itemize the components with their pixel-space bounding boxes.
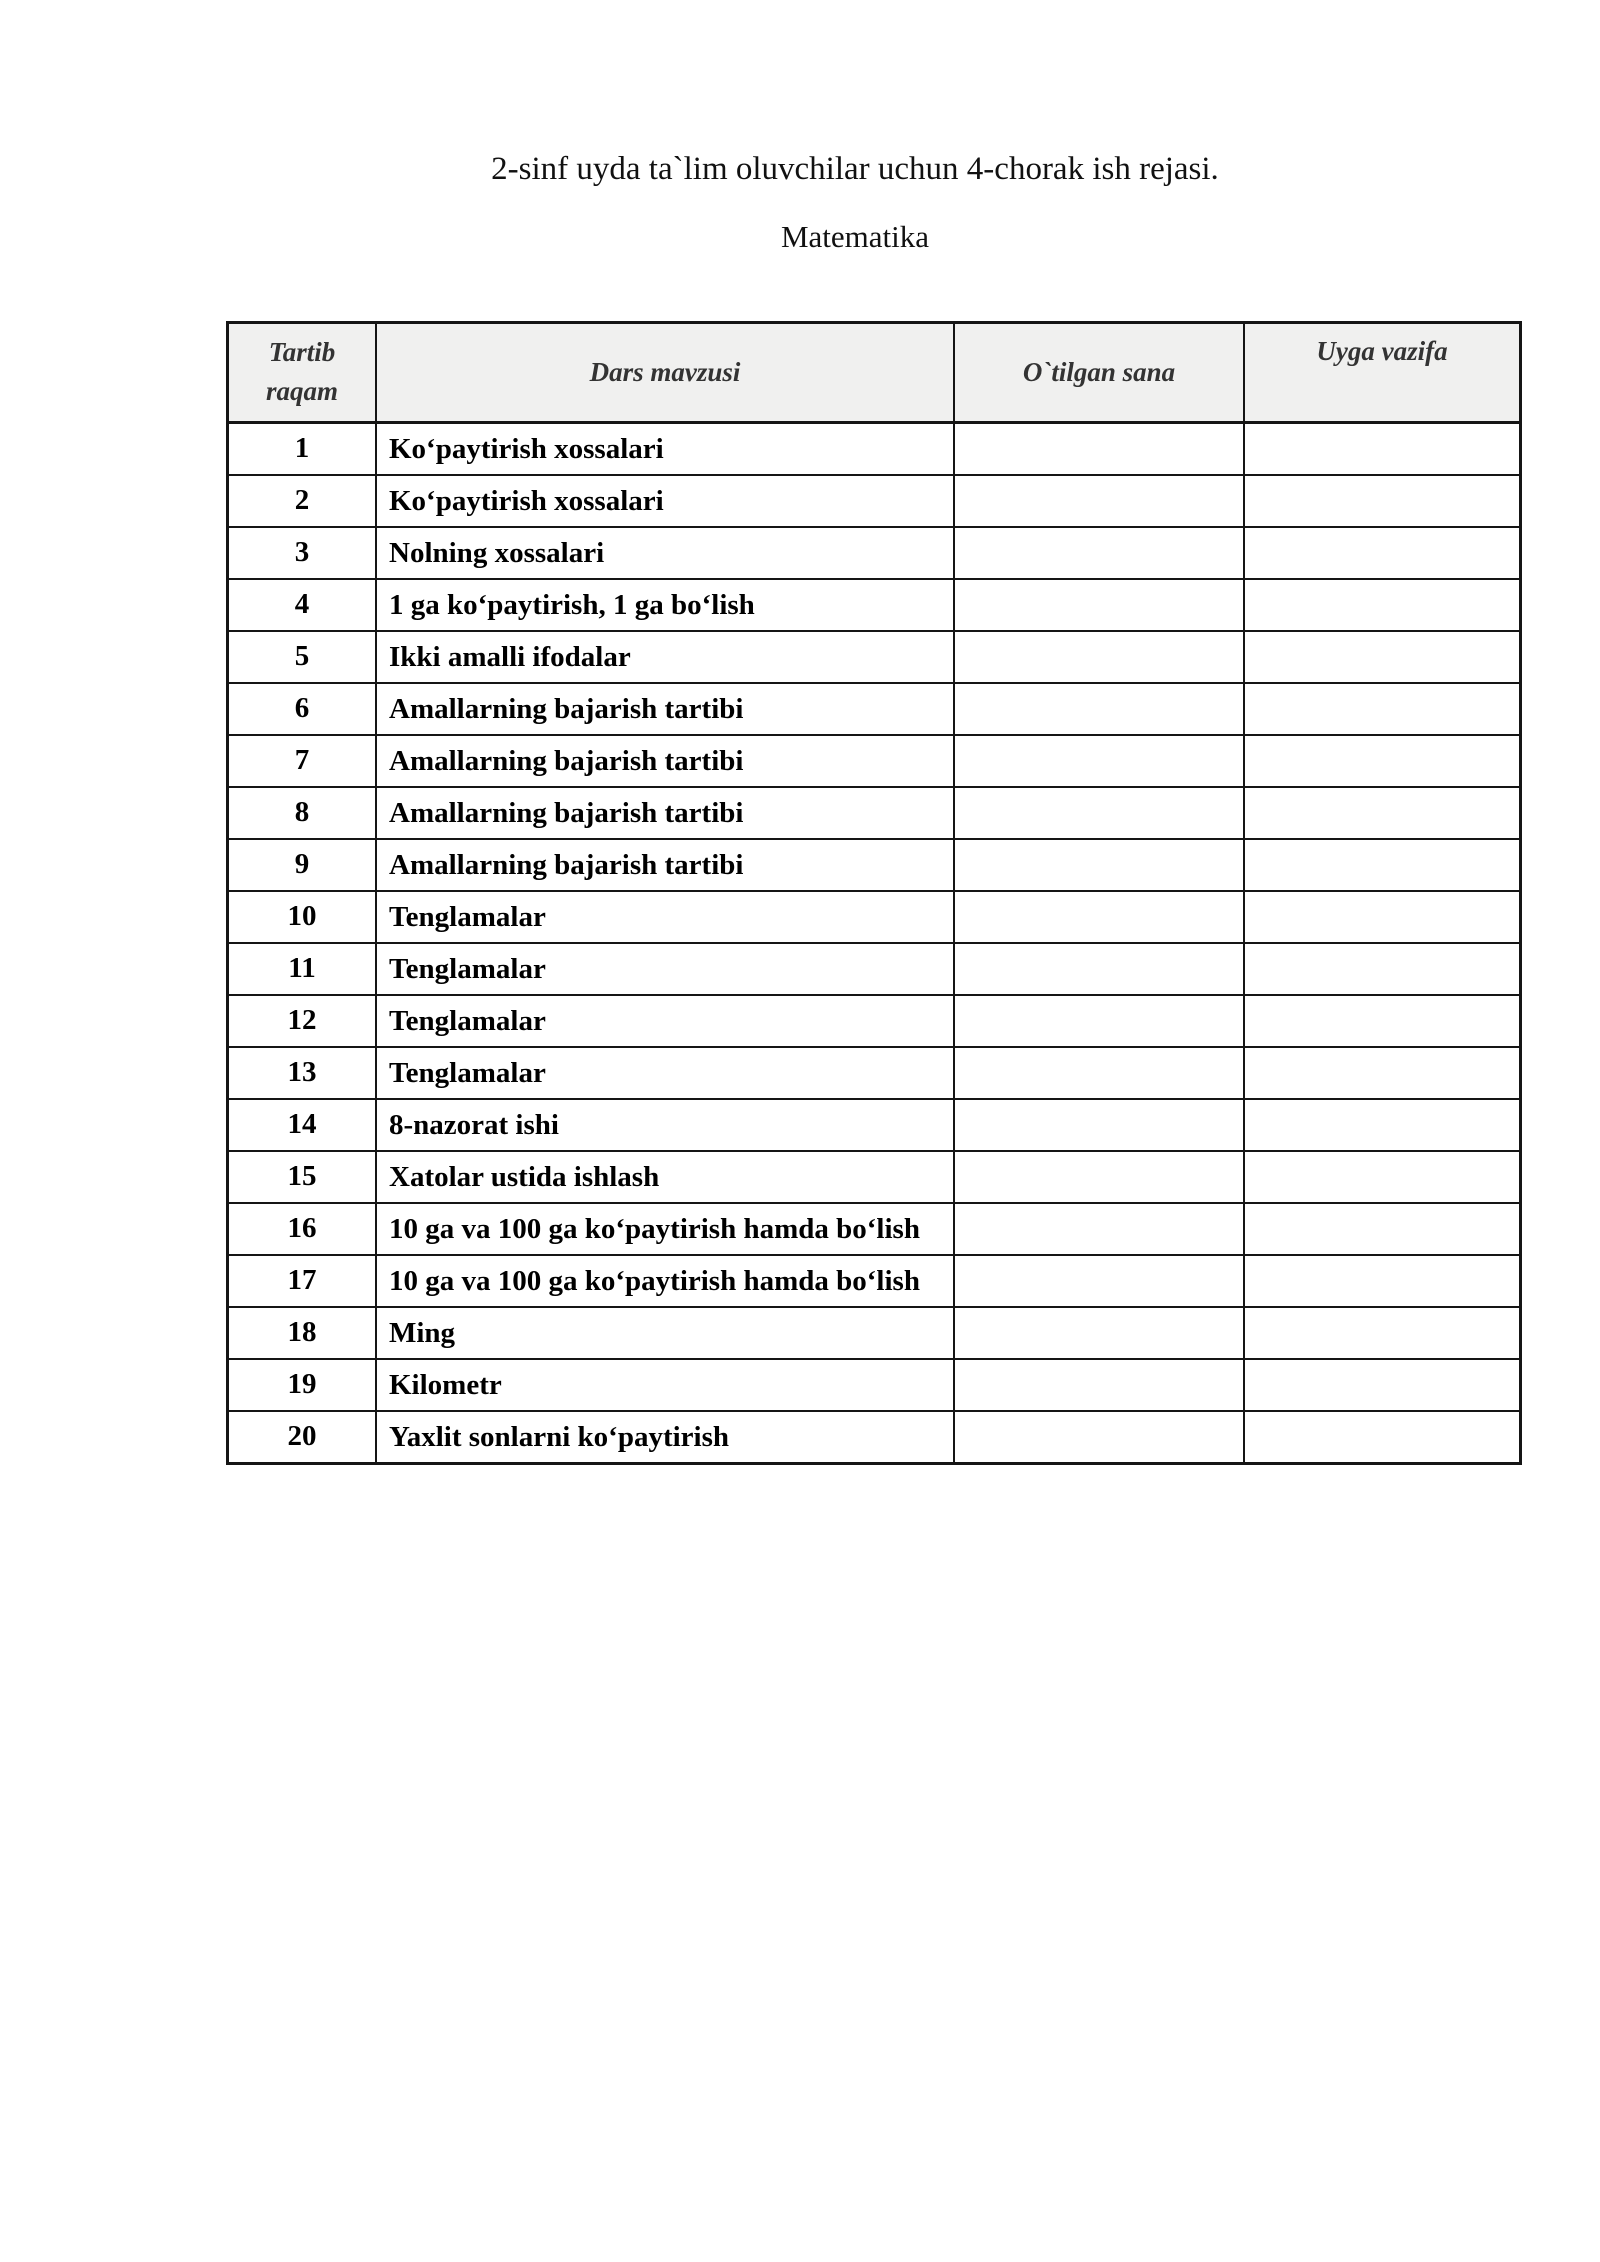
date-cell <box>954 995 1244 1047</box>
table-row <box>228 995 1521 1047</box>
lesson-topic: Ko‘paytirish xossalari <box>376 422 954 475</box>
lesson-topic: 1 ga ko‘paytirish, 1 ga bo‘lish <box>376 579 954 631</box>
homework-cell <box>1244 1047 1521 1099</box>
date-cell <box>954 891 1244 943</box>
table-row <box>228 1151 1521 1203</box>
lesson-topic: Ming <box>376 1307 954 1359</box>
header-dars-mavzusi: Dars mavzusi <box>376 322 954 422</box>
table-row <box>228 1255 1521 1307</box>
table-row <box>228 1307 1521 1359</box>
row-number: 5 <box>228 631 377 683</box>
table-row <box>228 683 1521 735</box>
homework-cell <box>1244 1099 1521 1151</box>
lesson-topic: Xatolar ustida ishlash <box>376 1151 954 1203</box>
homework-cell <box>1244 839 1521 891</box>
table-row <box>228 475 1521 527</box>
date-cell <box>954 1307 1244 1359</box>
row-number: 10 <box>228 891 377 943</box>
homework-cell <box>1244 1203 1521 1255</box>
homework-cell <box>1244 891 1521 943</box>
lesson-topic: Tenglamalar <box>376 943 954 995</box>
lesson-topic: Tenglamalar <box>376 1047 954 1099</box>
table-row <box>228 1047 1521 1099</box>
lesson-topic: Amallarning bajarish tartibi <box>376 839 954 891</box>
table-row <box>228 1203 1521 1255</box>
homework-cell <box>1244 1411 1521 1464</box>
date-cell <box>954 1411 1244 1464</box>
table-body <box>228 422 1521 1463</box>
homework-cell <box>1244 422 1521 475</box>
homework-cell <box>1244 943 1521 995</box>
date-cell <box>954 1359 1244 1411</box>
row-number: 20 <box>228 1411 377 1464</box>
row-number: 13 <box>228 1047 377 1099</box>
homework-cell <box>1244 579 1521 631</box>
date-cell <box>954 475 1244 527</box>
date-cell <box>954 839 1244 891</box>
lesson-topic: Nolning xossalari <box>376 527 954 579</box>
homework-cell <box>1244 683 1521 735</box>
row-number: 7 <box>228 735 377 787</box>
row-number: 2 <box>228 475 377 527</box>
lesson-topic: Amallarning bajarish tartibi <box>376 683 954 735</box>
lesson-topic: 10 ga va 100 ga ko‘paytirish hamda bo‘lish <box>376 1255 954 1307</box>
date-cell <box>954 943 1244 995</box>
page-title: 2-sinf uyda ta`lim oluvchilar uchun 4-chorak ish rejasi. <box>491 151 1219 187</box>
table-row <box>228 579 1521 631</box>
homework-cell <box>1244 527 1521 579</box>
date-cell <box>954 1151 1244 1203</box>
table-row <box>228 735 1521 787</box>
date-cell <box>954 735 1244 787</box>
date-cell <box>954 631 1244 683</box>
row-number: 9 <box>228 839 377 891</box>
table-row <box>228 943 1521 995</box>
row-number: 18 <box>228 1307 377 1359</box>
homework-cell <box>1244 475 1521 527</box>
row-number: 6 <box>228 683 377 735</box>
table-row <box>228 1359 1521 1411</box>
date-cell <box>954 1099 1244 1151</box>
table-row <box>228 787 1521 839</box>
table-row <box>228 631 1521 683</box>
homework-cell <box>1244 1151 1521 1203</box>
header-uyga-vazifa: Uyga vazifa <box>1244 322 1521 422</box>
row-number: 15 <box>228 1151 377 1203</box>
date-cell <box>954 579 1244 631</box>
homework-cell <box>1244 1359 1521 1411</box>
row-number: 4 <box>228 579 377 631</box>
homework-cell <box>1244 1307 1521 1359</box>
row-number: 17 <box>228 1255 377 1307</box>
row-number: 16 <box>228 1203 377 1255</box>
homework-cell <box>1244 995 1521 1047</box>
header-row <box>228 322 1521 422</box>
lesson-topic: Tenglamalar <box>376 891 954 943</box>
homework-cell <box>1244 1255 1521 1307</box>
row-number: 11 <box>228 943 377 995</box>
lesson-topic: Tenglamalar <box>376 995 954 1047</box>
date-cell <box>954 527 1244 579</box>
date-cell <box>954 422 1244 475</box>
homework-cell <box>1244 787 1521 839</box>
lesson-topic: 10 ga va 100 ga ko‘paytirish hamda bo‘lish <box>376 1203 954 1255</box>
date-cell <box>954 1255 1244 1307</box>
table-row <box>228 527 1521 579</box>
row-number: 19 <box>228 1359 377 1411</box>
homework-cell <box>1244 735 1521 787</box>
lesson-plan-table <box>226 321 1522 1465</box>
lesson-topic: Amallarning bajarish tartibi <box>376 787 954 839</box>
lesson-topic: Ko‘paytirish xossalari <box>376 475 954 527</box>
table-row <box>228 839 1521 891</box>
table-row <box>228 422 1521 475</box>
table-row <box>228 891 1521 943</box>
date-cell <box>954 787 1244 839</box>
row-number: 1 <box>228 422 377 475</box>
row-number: 3 <box>228 527 377 579</box>
page-subtitle: Matematika <box>780 218 930 254</box>
lesson-topic: Ikki amalli ifodalar <box>376 631 954 683</box>
date-cell <box>954 1047 1244 1099</box>
date-cell <box>954 683 1244 735</box>
header-tartib-raqam: Tartib raqam <box>228 322 377 422</box>
lesson-topic: 8-nazorat ishi <box>376 1099 954 1151</box>
table-row <box>228 1411 1521 1464</box>
document-content <box>226 0 1484 1465</box>
row-number: 12 <box>228 995 377 1047</box>
row-number: 8 <box>228 787 377 839</box>
lesson-topic: Amallarning bajarish tartibi <box>376 735 954 787</box>
table-row <box>228 1099 1521 1151</box>
header-otilgan-sana: O`tilgan sana <box>954 322 1244 422</box>
homework-cell <box>1244 631 1521 683</box>
table-header <box>228 322 1521 422</box>
lesson-topic: Yaxlit sonlarni ko‘paytirish <box>376 1411 954 1464</box>
date-cell <box>954 1203 1244 1255</box>
lesson-topic: Kilometr <box>376 1359 954 1411</box>
row-number: 14 <box>228 1099 377 1151</box>
